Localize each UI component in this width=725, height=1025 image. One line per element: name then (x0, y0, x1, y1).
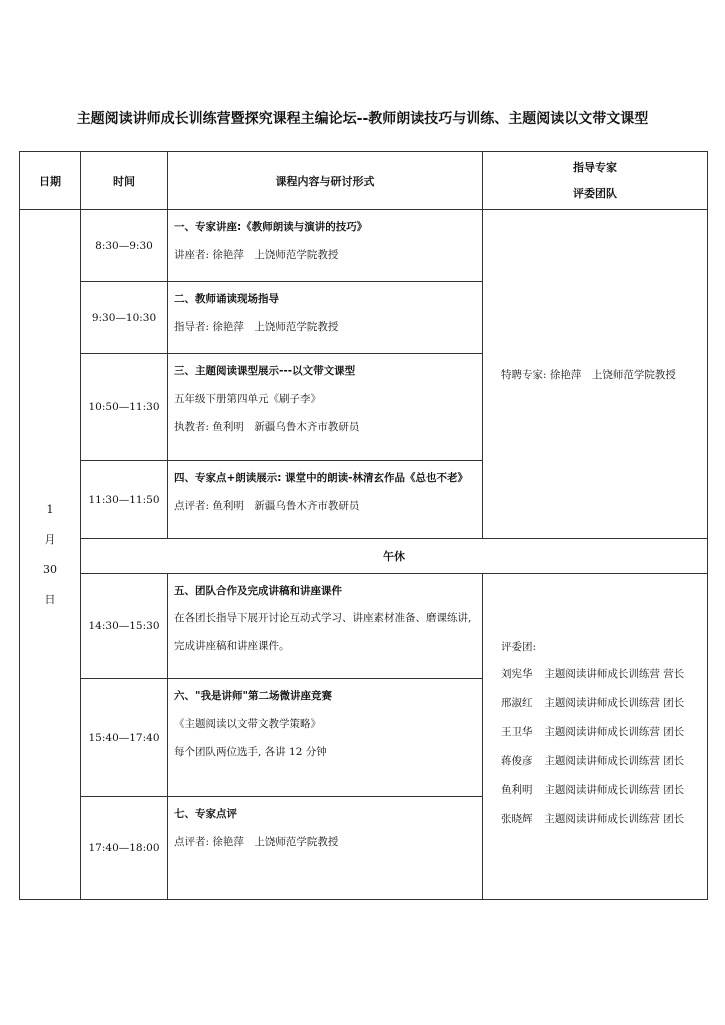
jury-member (501, 689, 707, 718)
session-time: 8:30—9:30 (81, 210, 168, 282)
session-title: 一、专家讲座:《教师朗读与演讲的技巧》 (174, 221, 368, 233)
session-line: 点评者: 徐艳萍 上饶师范学院教授 (174, 836, 339, 848)
lunch-label: 午休 (81, 539, 708, 574)
jury-member (501, 660, 707, 689)
session-content (168, 574, 483, 679)
header-expert-line2: 评委团队 (573, 186, 617, 200)
session-line: 每个团队两位选手, 各讲 12 分钟 (174, 746, 327, 758)
morning-expert-cell: 特聘专家: 徐艳萍 上饶师范学院教授 (483, 210, 708, 539)
session-content (168, 679, 483, 797)
jury-member (501, 776, 707, 805)
jury-member-role: 主题阅读讲师成长训练营 (544, 784, 660, 796)
header-date: 日期 (20, 152, 81, 210)
session-content (168, 461, 483, 539)
document-title: 主题阅读讲师成长训练营暨探究课程主编论坛--教师朗读技巧与训练、主题阅读以文带文课型 (76, 111, 649, 127)
session-line: 在各团长指导下展开讨论互动式学习、讲座素材准备、磨课练讲, (174, 612, 472, 624)
session-line: 完成讲座稿和讲座课件。 (174, 640, 290, 652)
session-line: 指导者: 徐艳萍 上饶师范学院教授 (174, 321, 339, 333)
header-time: 时间 (81, 152, 168, 210)
date-line-4: 日 (44, 592, 56, 606)
jury-member-name: 刘宪华 (501, 668, 533, 680)
session-line: 执教者: 鱼利明 新疆乌鲁木齐市教研员 (174, 421, 360, 433)
header-expert (483, 152, 708, 210)
session-time: 17:40—18:00 (81, 797, 168, 900)
jury-member-title: 团长 (663, 813, 685, 825)
table-header-row (20, 152, 708, 210)
jury-member-name: 张晓辉 (501, 813, 533, 825)
session-content (168, 797, 483, 900)
session-title: 七、专家点评 (174, 808, 237, 820)
jury-member-role: 主题阅读讲师成长训练营 (544, 697, 660, 709)
session-content (168, 282, 483, 354)
jury-member (501, 747, 707, 776)
jury-member-role: 主题阅读讲师成长训练营 (544, 668, 660, 680)
session-line: 五年级下册第四单元《刷子李》 (174, 393, 321, 405)
lunch-row (20, 539, 708, 574)
session-title: 四、专家点+朗读展示: 课堂中的朗读-林清玄作品《总也不老》 (174, 472, 469, 484)
table-row (20, 574, 708, 679)
jury-member-role: 主题阅读讲师成长训练营 (544, 755, 660, 767)
session-title: 六、"我是讲师"第二场微讲座竞赛 (174, 690, 332, 702)
session-title: 三、主题阅读课型展示---以文带文课型 (174, 365, 356, 377)
jury-member-role: 主题阅读讲师成长训练营 (544, 813, 660, 825)
session-content (168, 354, 483, 461)
jury-member (501, 805, 707, 834)
schedule-table (19, 151, 708, 900)
table-row (20, 210, 708, 282)
jury-member-name: 蒋俊彦 (501, 755, 533, 767)
jury-member-role: 主题阅读讲师成长训练营 (544, 726, 660, 738)
session-time: 9:30—10:30 (81, 282, 168, 354)
session-title: 二、教师诵读现场指导 (174, 293, 279, 305)
session-time: 14:30—15:30 (81, 574, 168, 679)
date-line-2: 月 (44, 532, 56, 546)
date-line-3: 30 (43, 562, 57, 576)
session-title: 五、团队合作及完成讲稿和讲座课件 (174, 585, 342, 597)
jury-label: 评委团: (501, 641, 537, 653)
date-cell (20, 210, 81, 900)
header-content: 课程内容与研讨形式 (168, 152, 483, 210)
session-content (168, 210, 483, 282)
jury-member-title: 团长 (663, 784, 685, 796)
jury-member-title: 团长 (663, 726, 685, 738)
session-line: 《主题阅读以文带文教学策略》 (174, 718, 321, 730)
session-time: 10:50—11:30 (81, 354, 168, 461)
session-line: 点评者: 鱼利明 新疆乌鲁木齐市教研员 (174, 500, 360, 512)
jury-list (501, 660, 707, 834)
jury-cell (483, 574, 708, 900)
jury-member-title: 营长 (663, 668, 685, 680)
jury-member-name: 鱼利明 (501, 784, 533, 796)
jury-member-title: 团长 (663, 755, 685, 767)
jury-member-name: 王卫华 (501, 726, 533, 738)
jury-member (501, 718, 707, 747)
date-line-1: 1 (46, 502, 54, 516)
header-expert-line1: 指导专家 (573, 160, 617, 174)
jury-member-name: 邢淑红 (501, 697, 533, 709)
session-time: 15:40—17:40 (81, 679, 168, 797)
session-line: 讲座者: 徐艳萍 上饶师范学院教授 (174, 249, 339, 261)
jury-member-title: 团长 (663, 697, 685, 709)
session-time: 11:30—11:50 (81, 461, 168, 539)
